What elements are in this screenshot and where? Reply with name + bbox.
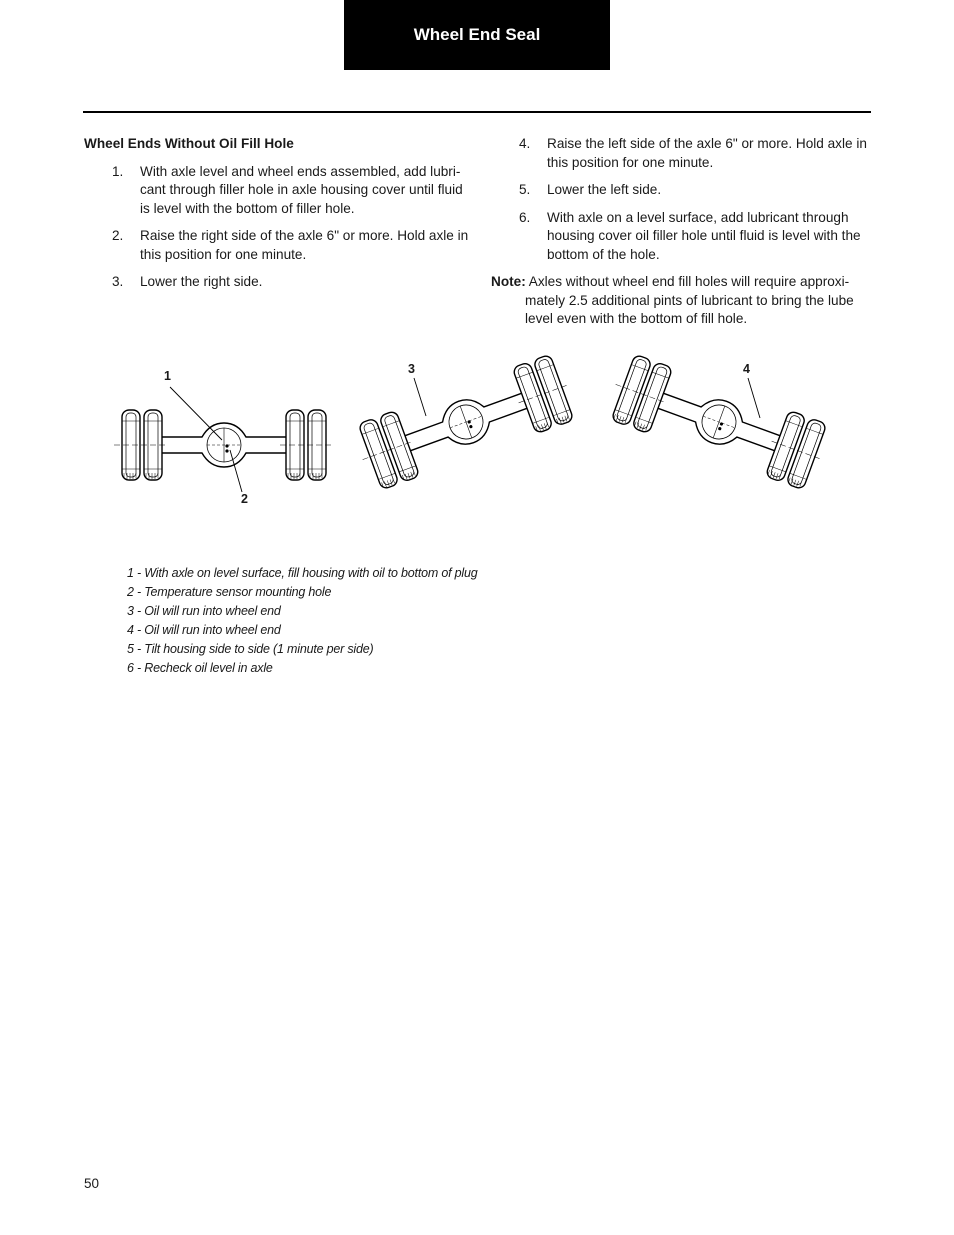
step-number: 5. [519, 182, 531, 197]
section-heading: Wheel Ends Without Oil Fill Hole [84, 136, 294, 151]
step-6 [491, 209, 871, 265]
callout-leader-4 [748, 378, 760, 418]
step-text: With axle on a level surface, add lubricant through housing cover oil filler hole until fluid is level with the bottom of the hole. [547, 209, 861, 262]
section-tab [344, 0, 610, 70]
step-2 [84, 227, 469, 264]
callout-1: 1 [164, 369, 171, 383]
step-number: 6. [519, 209, 531, 225]
axle-right-raised [351, 352, 582, 493]
legend-item: 3 - Oil will run into wheel end [127, 604, 281, 618]
legend-item: 2 - Temperature sensor mounting hole [127, 585, 332, 599]
step-4 [491, 135, 871, 172]
step-text: With axle level and wheel ends assembled, add lubri-cant through filler hole in axle housing cover until fluid is level with the bottom of filler hole. [140, 163, 463, 216]
note [491, 273, 871, 329]
legend-item: 4 - Oil will run into wheel end [127, 623, 281, 637]
page-number: 50 [84, 1176, 100, 1191]
note-text: Axles without wheel end fill holes will require approxi-mately 2.5 additional pints of lubricant to bring the lube level even with the bottom of fill hole. [525, 274, 854, 326]
axle-illustration [110, 352, 850, 522]
note-label: Note: [491, 274, 526, 289]
callout-3: 3 [408, 362, 415, 376]
callout-4: 4 [743, 362, 750, 376]
step-text: Raise the left side of the axle 6" or more. Hold axle in this position for one minute. [547, 136, 867, 170]
legend-item: 6 - Recheck oil level in axle [127, 661, 273, 675]
right-column [491, 135, 871, 329]
legend-item: 5 - Tilt housing side to side (1 minute per side) [127, 642, 374, 656]
step-text: Raise the right side of the axle 6" or more. Hold axle in this position for one minute. [140, 228, 469, 262]
step-text: Lower the left side. [547, 182, 662, 197]
step-text: Lower the right side. [140, 274, 263, 289]
section-title: Wheel End Seal [413, 25, 541, 44]
step-number: 1. [112, 163, 124, 179]
step-number: 4. [519, 136, 531, 151]
step-1 [84, 163, 469, 219]
left-column [84, 135, 469, 301]
callout-leader-1 [170, 387, 222, 440]
axle-level [114, 410, 334, 480]
step-3 [84, 273, 469, 292]
callout-2: 2 [241, 492, 248, 506]
legend-item: 1 - With axle on level surface, fill housing with oil to bottom of plug [127, 566, 478, 580]
figure-legend [127, 564, 477, 678]
axle-left-raised [604, 352, 835, 493]
callout-leader-3 [414, 378, 426, 416]
header-rule [83, 111, 871, 113]
step-number: 3. [112, 274, 124, 289]
step-number: 2. [112, 228, 124, 243]
step-5 [491, 181, 871, 200]
